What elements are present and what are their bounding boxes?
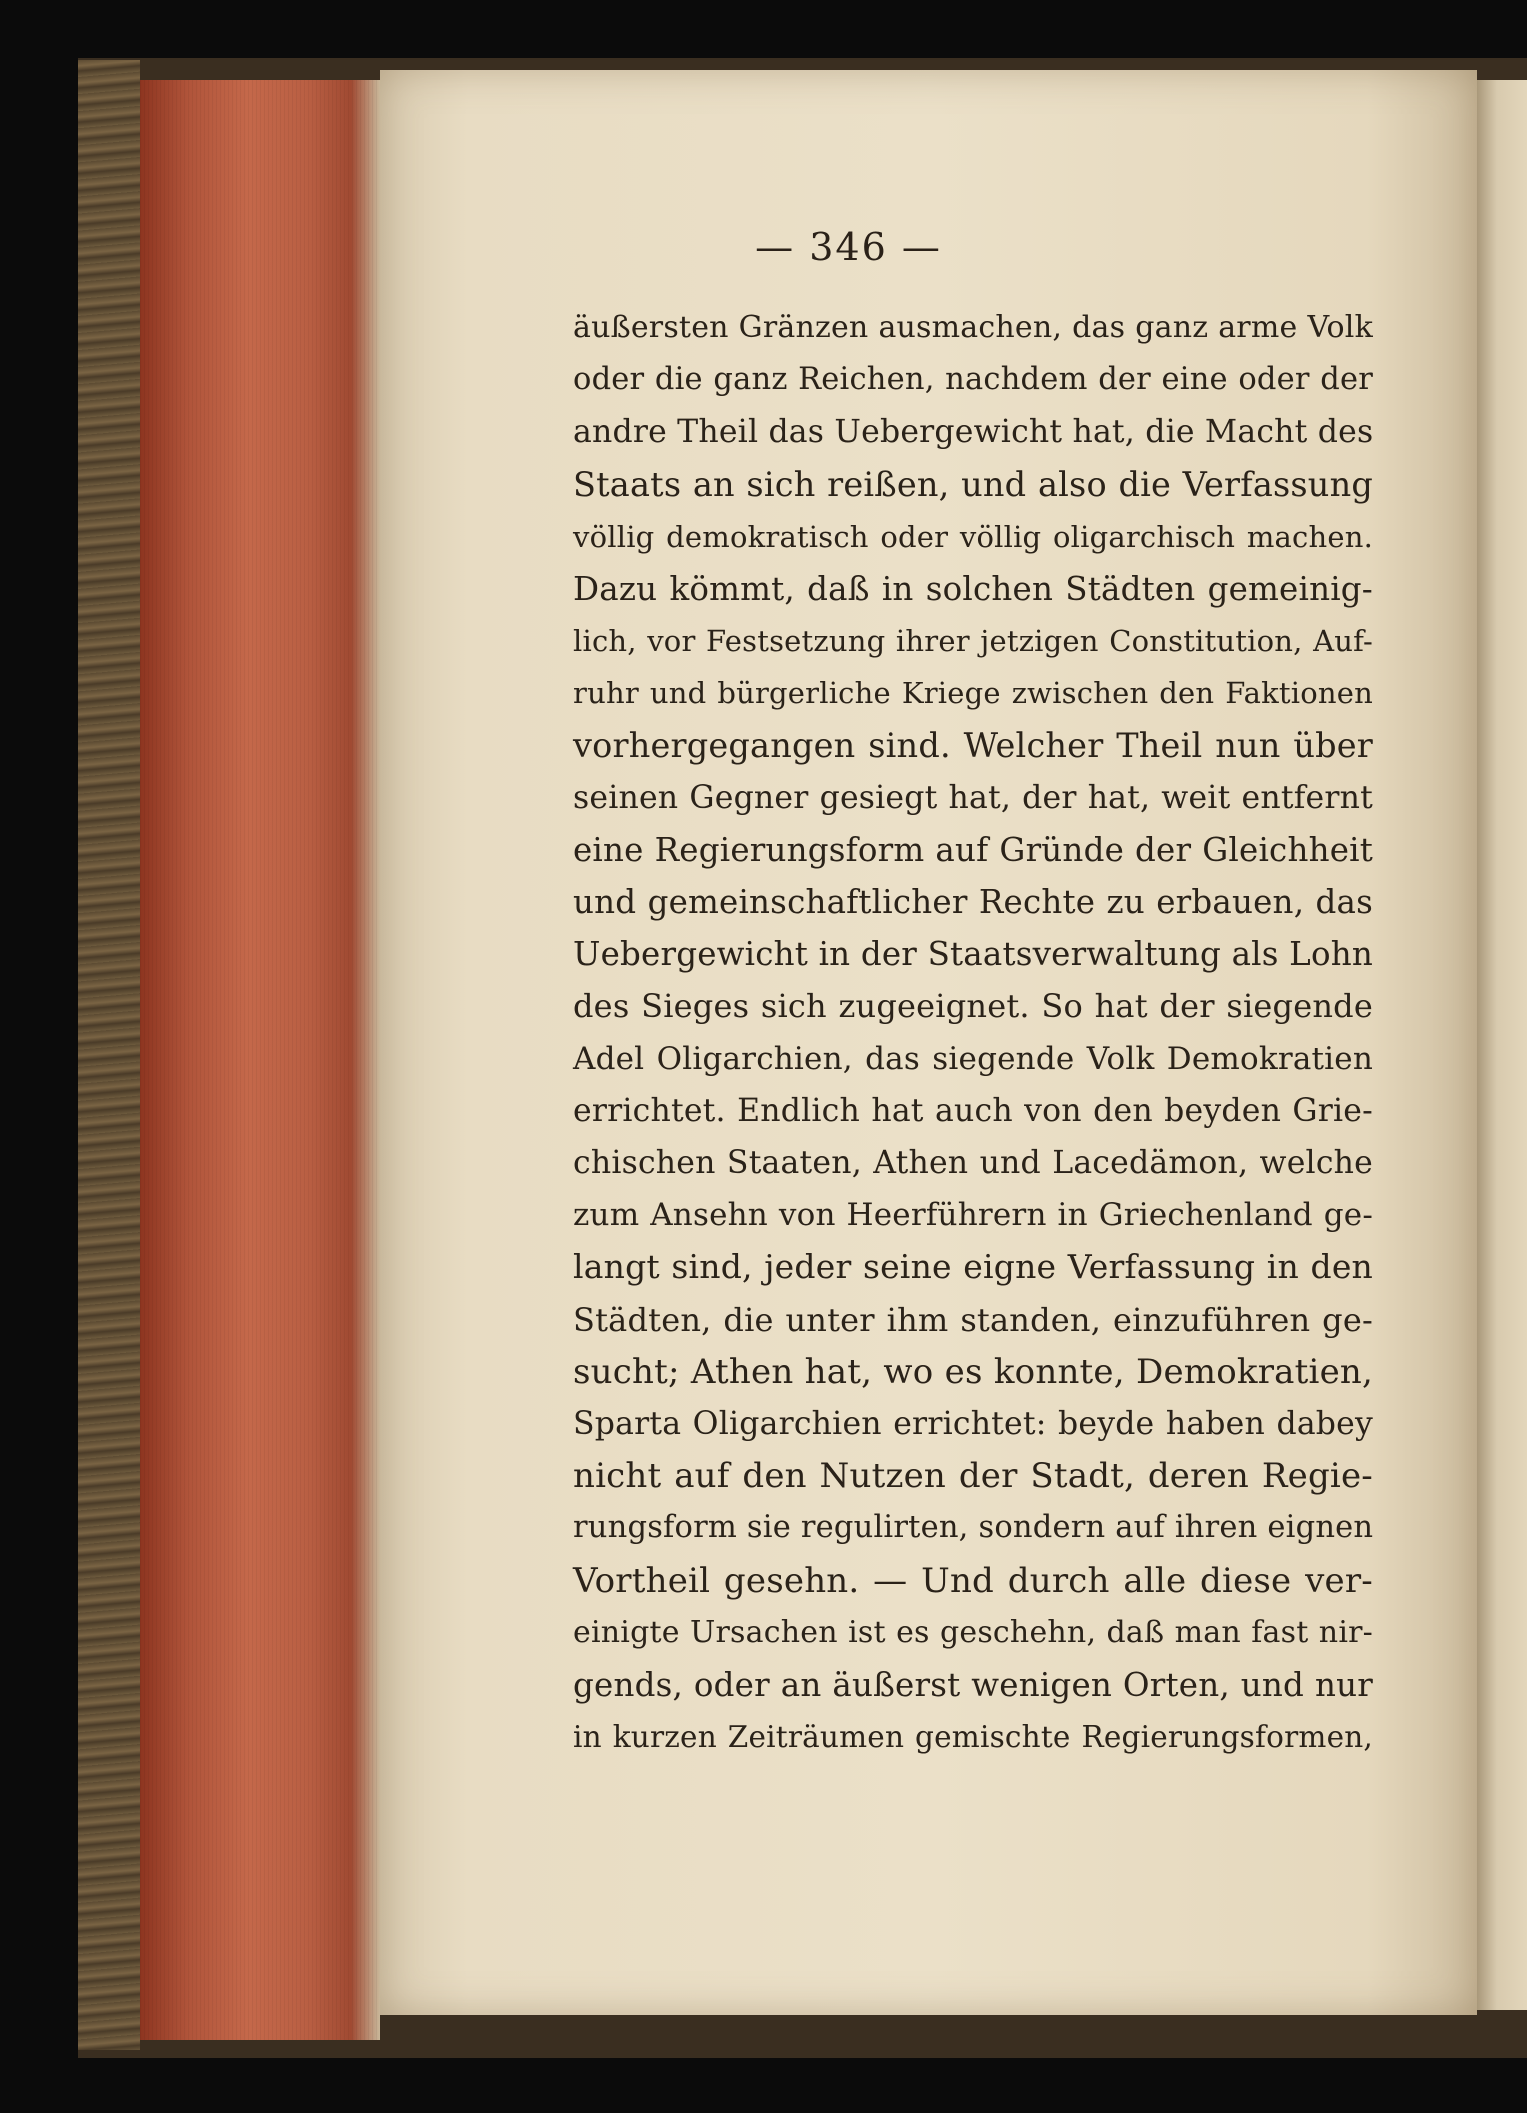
text-line: zum Ansehn von Heerführern in Griechenland ge- xyxy=(573,1197,1373,1234)
text-line: äußersten Gränzen ausmachen, das ganz arme Volk xyxy=(573,310,1373,345)
text-line: vorhergegangen sind. Welcher Theil nun über xyxy=(573,725,1373,765)
text-line: nicht auf den Nutzen der Stadt, deren Regie- xyxy=(573,1456,1373,1497)
body-text xyxy=(573,302,1373,1763)
text-line: Vortheil gesehn. — Und durch alle diese ver- xyxy=(573,1560,1373,1601)
facing-page-gutter xyxy=(1477,80,1527,2010)
text-line: chischen Staaten, Athen und Lacedämon, welche xyxy=(573,1145,1373,1181)
book-cover-edge xyxy=(78,60,140,2050)
page-number: — 346 — xyxy=(755,225,942,269)
text-line: Uebergewicht in der Staatsverwaltung als Lohn xyxy=(573,935,1373,974)
text-line: und gemeinschaftlicher Rechte zu erbauen, das xyxy=(573,883,1373,922)
text-line: Staats an sich reißen, und also die Verfassung xyxy=(573,464,1373,504)
text-line: rungsform sie regulirten, sondern auf ihren eignen xyxy=(573,1510,1374,1546)
text-line: einigte Ursachen ist es geschehn, daß man fast nir- xyxy=(573,1614,1373,1650)
text-line: lich, vor Festsetzung ihrer jetzigen Constitution, Auf- xyxy=(573,624,1373,659)
text-line: Sparta Oligarchien errichtet: beyde haben dabey xyxy=(573,1405,1373,1442)
text-line: des Sieges sich zugeeignet. So hat der siegende xyxy=(573,987,1373,1026)
text-line: sucht; Athen hat, wo es konnte, Demokratien, xyxy=(573,1351,1373,1392)
text-line: in kurzen Zeiträumen gemischte Regierungsformen, xyxy=(573,1720,1373,1755)
text-line: andre Theil das Uebergewicht hat, die Macht des xyxy=(573,414,1374,451)
page-fore-edge xyxy=(140,80,380,2040)
text-line: ruhr und bürgerliche Kriege zwischen den Faktionen xyxy=(573,676,1373,711)
text-line: Adel Oligarchien, das siegende Volk Demokratien xyxy=(573,1040,1373,1077)
text-line: seinen Gegner gesiegt hat, der hat, weit entfernt xyxy=(573,779,1373,816)
text-line: eine Regierungsform auf Gründe der Gleichheit xyxy=(573,830,1373,869)
text-line: Städten, die unter ihm standen, einzuführen ge- xyxy=(573,1300,1373,1339)
text-line: Dazu kömmt, daß in solchen Städten gemeinig- xyxy=(573,569,1373,608)
text-line: langt sind, jeder seine eigne Verfassung in den xyxy=(573,1247,1373,1287)
text-line: errichtet. Endlich hat auch von den beyden Grie- xyxy=(573,1092,1373,1129)
text-line: oder die ganz Reichen, nachdem der eine oder der xyxy=(573,362,1373,398)
text-line: gends, oder an äußerst wenigen Orten, und nur xyxy=(573,1665,1373,1704)
book-page xyxy=(380,70,1477,2015)
text-line: völlig demokratisch oder völlig oligarchisch machen. xyxy=(573,519,1373,554)
